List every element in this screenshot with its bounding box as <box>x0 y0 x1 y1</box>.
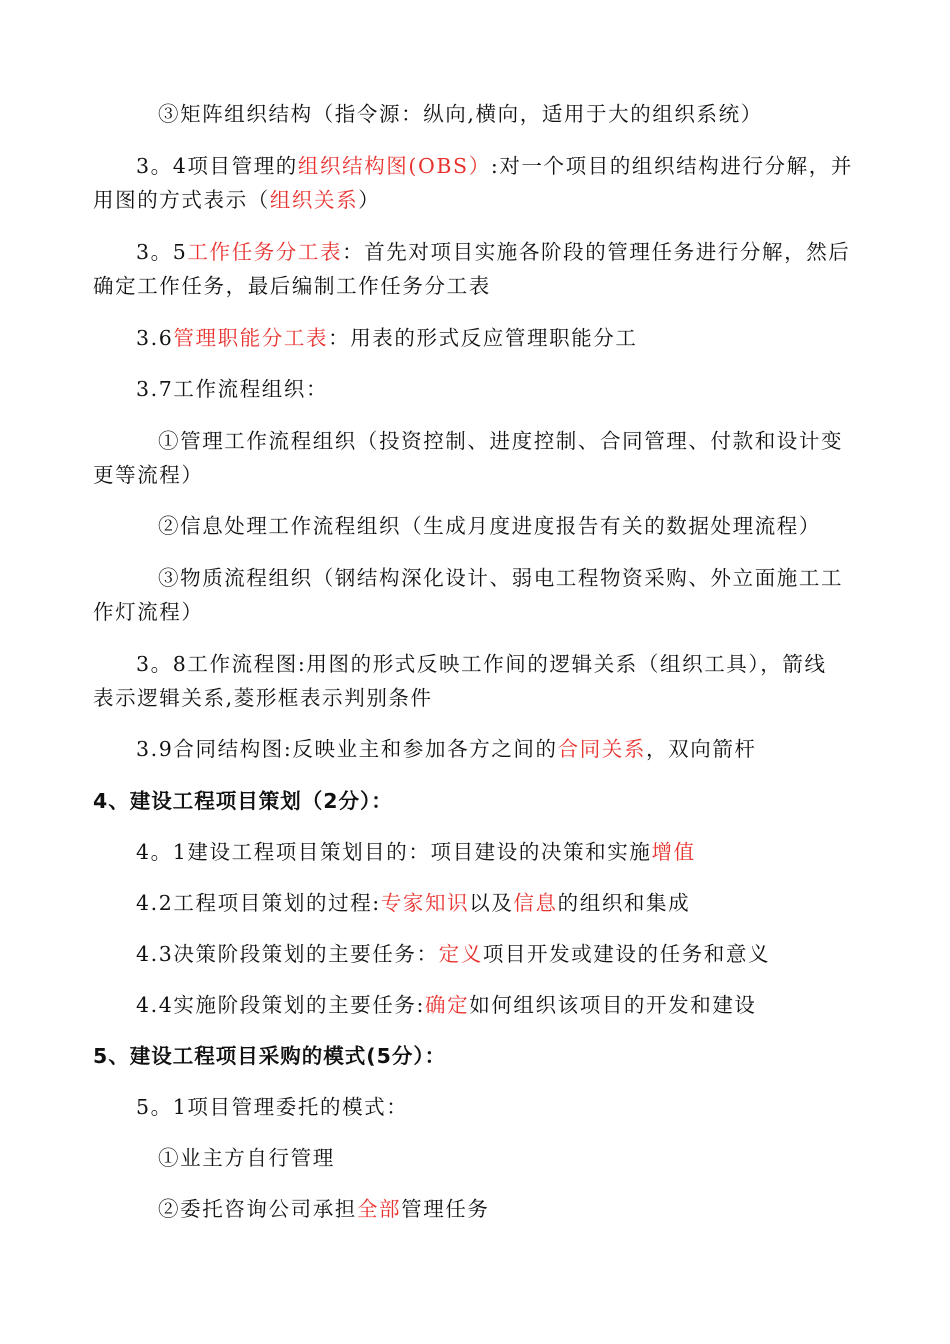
text: 4.3决策阶段策划的主要任务： <box>136 942 439 966</box>
highlight-text: 专家知识 <box>380 891 470 915</box>
text-line <box>136 324 638 352</box>
section-heading <box>93 1042 446 1070</box>
text-line <box>136 735 757 763</box>
highlight-text: 组织关系 <box>269 188 359 212</box>
text-line <box>136 991 757 1019</box>
text: ：首先对项目实施各阶段的管理任务进行分解，然后 <box>342 240 851 264</box>
text-line <box>136 1093 408 1121</box>
text: 4.4实施阶段策划的主要任务: <box>136 993 426 1017</box>
text: ：用表的形式反应管理职能分工 <box>328 326 638 350</box>
section-heading <box>93 787 393 815</box>
text: 3.7工作流程组织： <box>136 377 329 401</box>
highlight-text: 组织结构图(OBS） <box>297 154 491 178</box>
text: :对一个项目的组织结构进行分解，并 <box>490 154 853 178</box>
text: 用图的方式表示（ <box>93 188 270 212</box>
text: 5。1项目管理委托的模式： <box>136 1095 409 1119</box>
text: ，双向箭杆 <box>646 737 757 761</box>
text-line <box>158 512 821 540</box>
highlight-text: 全部 <box>356 1197 402 1221</box>
text: 3。5 <box>136 240 188 264</box>
text: ②委托咨询公司承担 <box>158 1197 357 1221</box>
highlight-text: 合同关系 <box>557 737 647 761</box>
text-line <box>158 1144 335 1172</box>
highlight-text: 确定 <box>425 993 470 1017</box>
text-line <box>136 650 827 678</box>
text: 确定工作任务，最后编制工作任务分工表 <box>93 274 491 298</box>
text-line <box>136 238 850 266</box>
text-line <box>93 684 433 712</box>
text-line <box>93 598 204 626</box>
text-line <box>136 940 770 968</box>
heading-text: 4、建设工程项目策划（2分）： <box>93 789 393 813</box>
highlight-text: 定义 <box>438 942 483 966</box>
text-line <box>93 186 380 214</box>
text: ③物质流程组织（钢结构深化设计、弱电工程物资采购、外立面施工工 <box>158 566 844 590</box>
text: 以及 <box>469 891 514 915</box>
text: 3.9合同结构图:反映业主和参加各方之间的 <box>136 737 558 761</box>
text-line <box>158 427 843 455</box>
text-line <box>158 100 763 128</box>
text: 4。1建设工程项目策划目的：项目建设的决策和实施 <box>136 840 652 864</box>
text-line <box>136 838 696 866</box>
text: 的组织和集成 <box>557 891 691 915</box>
text: 管理任务 <box>401 1197 490 1221</box>
highlight-text: 增值 <box>651 840 696 864</box>
text: ②信息处理工作流程组织（生成月度进度报告有关的数据处理流程） <box>158 514 821 538</box>
text-line <box>136 375 328 403</box>
text: 3。8工作流程图:用图的形式反映工作间的逻辑关系（组织工具），箭线 <box>136 652 827 676</box>
text: 更等流程） <box>93 463 204 487</box>
text-line <box>136 889 690 917</box>
highlight-text: 信息 <box>513 891 558 915</box>
text-line <box>158 1195 490 1223</box>
text: 3。4项目管理的 <box>136 154 298 178</box>
text: 项目开发或建设的任务和意义 <box>482 942 771 966</box>
text-line <box>93 461 204 489</box>
text-line <box>93 272 491 300</box>
text: 4.2工程项目策划的过程: <box>136 891 381 915</box>
highlight-text: 管理职能分工表 <box>173 326 329 350</box>
text: 如何组织该项目的开发和建设 <box>469 993 757 1017</box>
text: ③矩阵组织结构（指令源：纵向,横向，适用于大的组织系统） <box>158 102 763 126</box>
text-line <box>158 564 843 592</box>
highlight-text: 工作任务分工表 <box>187 240 343 264</box>
heading-text: 5、建设工程项目采购的模式(5分）： <box>93 1044 447 1068</box>
text: ①管理工作流程组织（投资控制、进度控制、合同管理、付款和设计变 <box>158 429 844 453</box>
text: ①业主方自行管理 <box>158 1146 335 1170</box>
text: 作灯流程） <box>93 600 204 624</box>
text: 3.6 <box>136 326 174 350</box>
text-line <box>136 152 853 180</box>
text: ） <box>358 188 381 212</box>
text: 表示逻辑关系,菱形框表示判别条件 <box>93 686 433 710</box>
